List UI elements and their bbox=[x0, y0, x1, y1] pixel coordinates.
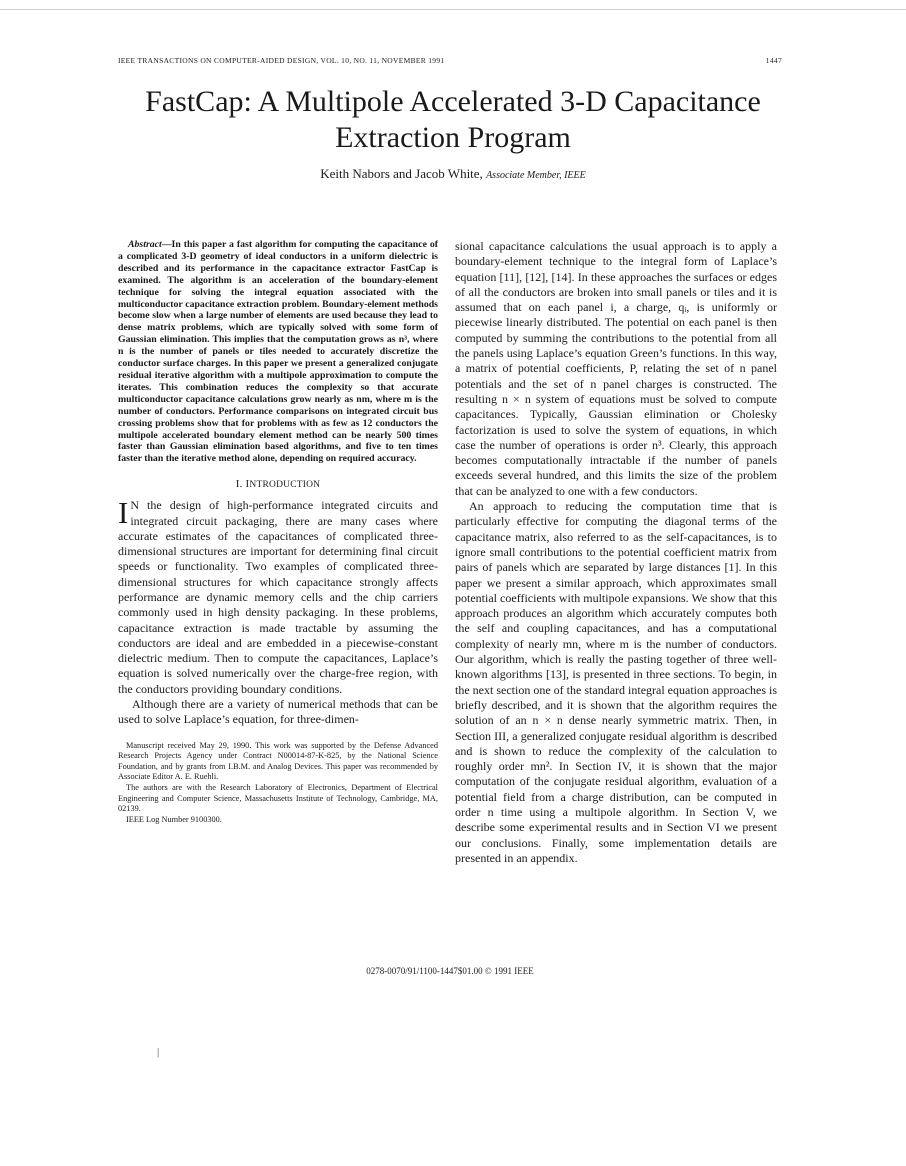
title-line-1: FastCap: A Multipole Accelerated 3-D Capacitance bbox=[145, 85, 761, 118]
right-column bbox=[455, 239, 777, 866]
abstract-label: Abstract bbox=[128, 239, 162, 250]
intro-paragraph-1 bbox=[118, 495, 438, 697]
footnote-affiliation: The authors are with the Research Laboratory of Electronics, Department of Electrical Engineering and Computer Science, Massachusetts Institute of Technology, Cambridge, MA, 02139. bbox=[118, 783, 438, 814]
issn-copyright: 0278-0070/91/1100-1447$01.00 © 1991 IEEE bbox=[366, 966, 534, 976]
footnote-log-number: IEEE Log Number 9100300. bbox=[126, 814, 222, 824]
right-paragraph-1: sional capacitance calculations the usual approach is to apply a boundary-element technique to the integral form of Laplace’s equation [11], [12], [14]. In these approaches the surfaces or edges of all the conductors are broken into small panels or tiles and it is assumed that on each panel i, a charge, qᵢ, is uniformly or piecewise linearly distributed. The potential on each panel is then computed by summing the contributions to the potential from all the panels using Laplace’s equation Green’s functions. In this way, a matrix of potential coefficients, P, relating the set of n panel potentials and the set of n panel charges is constructed. The resulting n × n system of equations must be solved to compute capacitances. Typically, Gaussian elimination or Cholesky factorization is used to solve the system of equations, in which case the number of operations is order n³. Clearly, this approach becomes computationally intractable if the number of panels exceeds several hundred, and this limits the size of the problem that can be analyzed to one with a few conductors. bbox=[455, 239, 777, 498]
footnotes bbox=[118, 741, 438, 826]
footnote-manuscript: Manuscript received May 29, 1990. This work was supported by the Defense Advanced Research Projects Agency under Contract N00014-87-K-825, by the National Science Foundation, and by grants from I.B.M. and Analog Devices. This paper was recommended by Associate Editor A. E. Ruehli. bbox=[118, 740, 438, 782]
abstract-text: —In this paper a fast algorithm for computing the capacitance of a complicated 3-D geometry of ideal conductors in a uniform dielectric is described and its performance in the capacitance extractor FastCap is examined. The algorithm is an acceleration of the boundary-element technique for solving the integral equation associated with the multiconductor capacitance extraction problem. Boundary-element methods become slow when a large number of elements are used because they lead to dense matrix problems, which are typically solved with some form of Gaussian elimination. This implies that the computation grows as n³, where n is the number of panels or tiles needed to accurately discretize the conductor surface charges. In this paper we present a generalized conjugate residual iterative algorithm with a multipole approximation to compute the iterates. This combination reduces the complexity so that accurate multiconductor capacitance calculations grow nearly as nm, where m is the number of conductors. Performance comparisons on integrated circuit bus crossing problems show that for problems with as few as 12 conductors the multipole accelerated boundary element method can be nearly 500 times faster than Gaussian elimination based algorithms, and five to ten times faster than the iterative method alone, depending on required accuracy. bbox=[118, 239, 438, 465]
section-heading-introduction bbox=[118, 478, 438, 490]
title-line-2: Extraction Program bbox=[335, 121, 571, 154]
top-rule bbox=[0, 9, 906, 10]
running-header bbox=[118, 56, 782, 65]
drop-cap: I bbox=[118, 495, 129, 531]
paper-title bbox=[60, 84, 846, 156]
author-membership: Associate Member, IEEE bbox=[486, 170, 586, 181]
journal-name: IEEE TRANSACTIONS ON COMPUTER-AIDED DESIGN, VOL. 10, NO. 11, NOVEMBER 1991 bbox=[118, 56, 445, 65]
page-number: 1447 bbox=[765, 56, 782, 65]
authors bbox=[60, 166, 846, 182]
section-numeral: I. bbox=[235, 478, 243, 491]
page-mark: | bbox=[157, 1046, 160, 1058]
intro-p1-text: N the design of high-performance integrated circuits and integrated circuit packaging, there are many cases where accurate estimates of the capacitances of complicated three-dimensional structures are important for determining final circuit speeds or functionality. Two examples of complicated three-dimensional structures for which capacitance strongly affects performance are dynamic memory cells and the chip carriers commonly used in high density packaging. In these problems, capacitance extraction is made tractable by assuming the conductors are ideal and are embedded in a piecewise-constant dielectric medium. Then to compute the capacitances, Laplace’s equation is solved numerically over the charge-free region, with the conductors providing boundary conditions. bbox=[118, 498, 438, 696]
left-column bbox=[118, 239, 438, 825]
section-rest: NTRODUCTION bbox=[249, 480, 321, 491]
section-first-letter: I bbox=[245, 478, 250, 491]
intro-paragraph-2: Although there are a variety of numerical methods that can be used to solve Laplace’s equation, for three-dimen- bbox=[118, 697, 438, 727]
author-names: Keith Nabors and Jacob White, bbox=[320, 166, 483, 181]
right-paragraph-2: An approach to reducing the computation time that is particularly effective for computing the diagonal terms of the capacitance matrix, also referred to as the self-capacitances, is to ignore small contributions to the potential coefficient matrix from pairs of panels which are separated by large distances [1]. In this paper we present a similar approach, which approximates small potential coefficients with multipole expansions. We show that this approach produces an algorithm which accurately computes both the self and coupling capacitances, and has a computational complexity of nearly mn, where m is the number of conductors. Our algorithm, which is really the pasting together of three well-known algorithms [13], is presented in three sections. To begin, in the next section one of the standard integral equation approaches is briefly described, and it is shown that the algorithm requires the solution of an n × n dense nearly symmetric matrix. Then, in Section III, a generalized conjugate residual algorithm is described and is shown to reduce the complexity of the calculation to roughly order mn². In Section IV, it is shown that the major computation of the conjugate residual algorithm, evaluation of a potential field from a charge distribution, can be computed in order n time using a multipole algorithm. In Section V, we describe some experimental results and in Section VI we present our conclusions. Finally, some implementation details are presented in an appendix. bbox=[455, 499, 777, 865]
abstract bbox=[118, 239, 438, 465]
